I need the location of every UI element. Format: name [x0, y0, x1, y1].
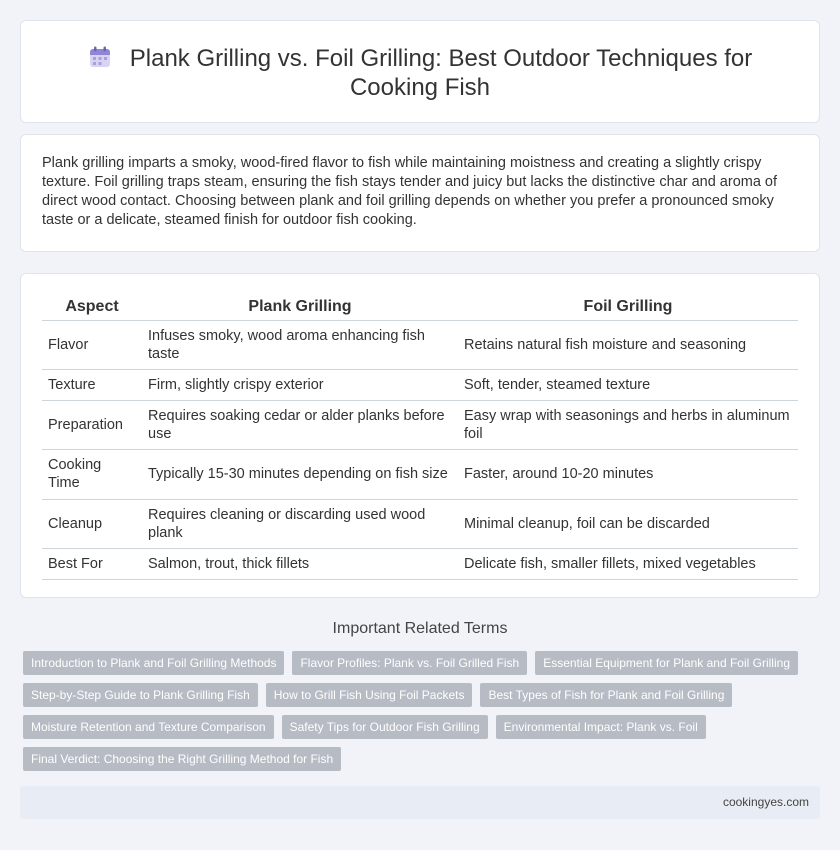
header-plank-grilling: Plank Grilling — [142, 293, 458, 320]
row-aspect: Best For — [42, 548, 142, 579]
row-foil: Minimal cleanup, foil can be discarded — [458, 499, 798, 548]
row-foil: Retains natural fish moisture and seasoning — [458, 320, 798, 369]
related-term-tag[interactable]: How to Grill Fish Using Foil Packets — [266, 683, 473, 707]
related-term-tag[interactable]: Flavor Profiles: Plank vs. Foil Grilled Fish — [292, 651, 527, 675]
header-aspect: Aspect — [42, 293, 142, 320]
table-row — [42, 369, 798, 400]
row-foil: Soft, tender, steamed texture — [458, 369, 798, 400]
table-row — [42, 320, 798, 369]
title-line-1: Plank Grilling vs. Foil Grilling: Best Outdoor Techniques for — [129, 45, 753, 72]
comparison-table-card — [20, 273, 820, 598]
related-term-tag[interactable]: Step-by-Step Guide to Plank Grilling Fish — [23, 683, 258, 707]
table-row — [42, 400, 798, 449]
footer — [20, 786, 820, 819]
related-term-tag[interactable]: Moisture Retention and Texture Comparison — [23, 715, 274, 739]
related-term-tag[interactable]: Essential Equipment for Plank and Foil Grilling — [535, 651, 798, 675]
related-terms-list — [23, 651, 803, 771]
related-term-tag[interactable]: Best Types of Fish for Plank and Foil Grilling — [480, 683, 732, 707]
related-term-tag[interactable]: Safety Tips for Outdoor Fish Grilling — [282, 715, 488, 739]
row-foil: Easy wrap with seasonings and herbs in aluminum foil — [458, 400, 798, 449]
table-header-row — [42, 293, 798, 320]
header-card — [20, 20, 820, 123]
header-foil-grilling: Foil Grilling — [458, 293, 798, 320]
title-line-2: Cooking Fish — [349, 74, 491, 101]
related-term-tag[interactable]: Environmental Impact: Plank vs. Foil — [496, 715, 706, 739]
comparison-table — [42, 293, 798, 580]
row-plank: Firm, slightly crispy exterior — [142, 369, 458, 400]
table-row — [42, 449, 798, 499]
row-plank: Requires soaking cedar or alder planks before use — [142, 400, 458, 449]
intro-card — [20, 134, 820, 252]
calendar-icon — [88, 45, 112, 69]
row-plank: Typically 15-30 minutes depending on fish size — [142, 449, 458, 499]
row-plank: Salmon, trout, thick fillets — [142, 548, 458, 579]
row-foil: Faster, around 10-20 minutes — [458, 449, 798, 499]
intro-paragraph: Plank grilling imparts a smoky, wood-fired flavor to fish while maintaining moistness and creating a slightly crispy texture. Foil grilling traps steam, ensuring the fish stays tender and juicy but lacks the distinctive char and aroma of direct wood contact. Choosing between plank and foil grilling depends on whether you prefer a pronounced smoky taste or a delicate, steamed finish for outdoor fish cooking. — [42, 155, 778, 228]
row-aspect: Texture — [42, 369, 142, 400]
row-aspect: Flavor — [42, 320, 142, 369]
related-term-tag[interactable]: Final Verdict: Choosing the Right Grilling Method for Fish — [23, 747, 341, 771]
related-term-tag[interactable]: Introduction to Plank and Foil Grilling Methods — [23, 651, 284, 675]
row-plank: Requires cleaning or discarding used wood plank — [142, 499, 458, 548]
row-plank: Infuses smoky, wood aroma enhancing fish taste — [142, 320, 458, 369]
table-row — [42, 499, 798, 548]
row-aspect: Preparation — [42, 400, 142, 449]
row-foil: Delicate fish, smaller fillets, mixed vegetables — [458, 548, 798, 579]
row-aspect: Cooking Time — [42, 449, 142, 499]
footer-site-name[interactable]: cookingyes.com — [722, 795, 809, 809]
related-terms-heading: Important Related Terms — [332, 620, 508, 637]
table-row — [42, 548, 798, 579]
row-aspect: Cleanup — [42, 499, 142, 548]
page-title — [21, 44, 819, 102]
